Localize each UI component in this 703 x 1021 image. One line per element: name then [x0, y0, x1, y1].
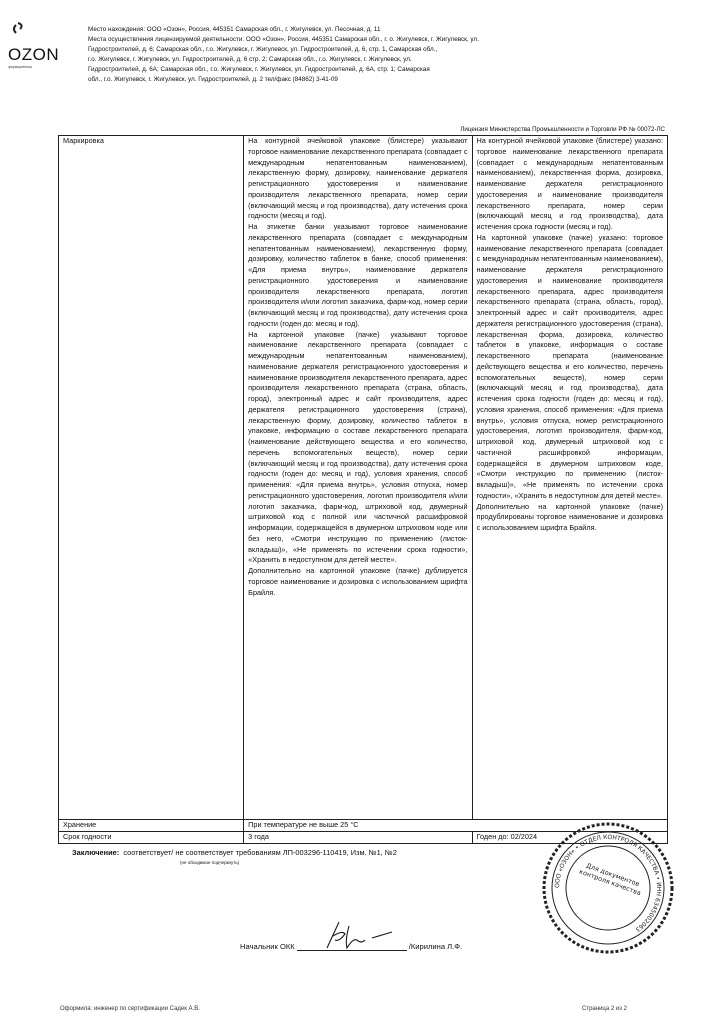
row-label: Срок годности [59, 831, 244, 843]
signature-block [240, 920, 462, 951]
address-line: г.о. Жигулевск, г. Жигулевск, ул. Гидростроителей, д. 6 стр. 2; Самарская обл., г.о. Жигулевск, г. Жигулевск, ул. [88, 56, 412, 63]
logo-icon [8, 22, 28, 36]
address-line: Места осуществления лицензируемой деятельности: ООО «Озон», Россия, 445351 Самарская обл., г. о. Жигулевск, г. Жигулевск, ул. [88, 36, 479, 43]
paragraph: На этикетке банки указывают торговое наименование лекарственного препарата (совпадает с международным непатентованным наименованием), лекарственную форму, дозировку, количество таблеток в банке, способ применения: «Для приема внутрь», наименование держателя регистрационного удостоверения и наименование производителя лекарственного препарата, логотип производителя и/или логотип заказчика, фарм-код, номер серии (включающий месяц и год производства), дату истечения срока годности (годен до: месяц и год). [248, 222, 468, 328]
address-line: обл., г.о. Жигулевск, г. Жигулевск, ул. Гидростроителей, д. 2 тел/факс (84862) 3-41-09 [88, 76, 338, 83]
official-stamp [538, 818, 678, 963]
license-text: Лицензия Министерства Промышленности и Торговли РФ № 00072-ЛС [460, 126, 665, 133]
shelf-life-result: Годен до: 02/2024 [472, 831, 667, 843]
page-number: Страница 2 из 2 [582, 1006, 627, 1012]
paragraph: На картонной упаковке (пачке) указывают торговое наименование лекарственного препарата (совпадает с международным непатентованным наименованием), наименование держателя регистрационного удостоверения и наименование производителя лекарственного препарата, адрес производителя лекарственного препарата (страна, область, город), электронный адрес и сайт производителя, адрес держателя регистрационного удостоверения (страна), лекарственную форму, дозировку, количество таблеток в упаковке, информацию о составе лекарственного препарата (наименование действующего вещества и его количество, перечень вспомогательных веществ), номер серии (включающий месяц и год производства), дату истечения срока годности (годен до: месяц и год), условия хранения, способ применения: «Для приема внутрь», условия отпуска, номер регистрационного удостоверения, логотип производителя и/или логотип заказчика, фарм-код, штриховой код, двумерный штриховой код с полной или частичной расшифровкой информации, содержащейся в двумерном штриховом коде или без него, «Смотри инструкцию по применению (листок-вкладыш)», «Не применять по истечении срока годности», «Хранить в недоступном для детей месте». [248, 329, 468, 565]
storage-value: При температуре не выше 25 °С [244, 820, 668, 832]
logo-text: OZON [8, 45, 60, 64]
paragraph: Дополнительно на картонной упаковке (пачке) дублируется торговое наименование и дозировка с использованием шрифта Брайля. [248, 566, 468, 597]
signer-title: Начальник ОКК [240, 942, 295, 951]
paragraph: На контурной ячейковой упаковке (блистере) указывают торговое наименование лекарственного препарата (совпадает с международным непатентованным наименованием), лекарственную форму, дозировку, наименование держателя регистрационного удостоверения и наименование производителя лекарственного препарата, номер серии (включающий месяц и год производства), дату истечения срока годности (месяц и год). [248, 136, 468, 221]
row-label: Маркировка [59, 136, 244, 820]
address-line: Гидростроителей, д. 6А; Самарская обл., г.о. Жигулевск, г. Жигулевск, ул. Гидростроителей, д. 6А, стр. 1; Самарская [88, 66, 430, 73]
handwritten-signature [297, 916, 407, 950]
stamp-center-text: Для документов контроля качества [578, 861, 643, 898]
table-row-marking [59, 136, 668, 820]
result-cell [472, 136, 667, 820]
paragraph: На картонной упаковке (пачке) указано: торговое наименование лекарственного препарата (совпадает с международным непатентованным наименованием), наименование держателя регистрационного удостоверения и наименование производителя лекарственного препарата, адрес производителя лекарственного препарата (страна, область, город), электронный адрес и сайт производителя, адрес держателя регистрационного удостоверения (страна), лекарственная форма, дозировка, количество таблеток в упаковке, информация о составе лекарственного препарата (наименование действующего вещества и его количество, перечень вспомогательных веществ), номер серии (включающий месяц и год производства), дата истечения срока годности (годен до: месяц и год), условия хранения, способ применения: «Для приема внутрь», условия отпуска, номер регистрационного удостоверения, логотип производителя, фарм-код, штриховой код, двумерный штриховой код с частичной расшифровкой информации, содержащейся в двумерном штриховом коде, «Смотри инструкцию по применению (листок-вкладыш)», «Не применять по истечении срока годности», «Хранить в недоступном для детей месте». [476, 232, 663, 500]
conclusion-text: соответствует/ не соответствует требованиям ЛП-003296-110419, Изм. №1, №2 [123, 848, 397, 857]
shelf-life-value: 3 года [244, 831, 472, 843]
ozon-logo [8, 22, 60, 69]
signature-line [297, 920, 407, 951]
specification-table [58, 135, 668, 844]
paragraph: Дополнительно на картонной упаковке (пачке) продублированы торговое наименование и дозировка с использованием шрифта Брайля. [476, 501, 663, 532]
conclusion [72, 848, 397, 857]
row-label: Хранение [59, 820, 244, 832]
address-line: Гидростроителей, д. 6; Самарская обл., г.о. Жигулевск, г. Жигулевск, ул. Гидростроителей, д. 6, стр. 1, Самарская обл., [88, 46, 438, 53]
stamp-ring-text: ООО «ОЗОН» • ОТДЕЛ КОНТРОЛЯ КАЧЕСТВА • ИНН 6345002063 [553, 833, 663, 933]
signer-name: /Кирилина Л.Ф. [408, 942, 463, 951]
requirement-cell [244, 136, 472, 820]
conclusion-note: (не обходимое подчеркнуть) [180, 860, 240, 865]
conclusion-label: Заключение: [72, 848, 120, 857]
paragraph: На контурной ячейковой упаковке (блистере) указано: торговое наименование лекарственного препарата (совпадает с международным непатентованным наименованием), лекарственная форма, дозировка, наименование держателя регистрационного удостоверения и наименование производителя лекарственного препарата, номер серии (включающий месяц и год производства), дата истечения срока годности (месяц и год). [476, 136, 663, 231]
footer-prepared-by: Оформила: инженер по сертификации Садек А.В. [60, 1006, 200, 1012]
address-line: Место нахождения: ООО «Озон», Россия, 445351 Самарская обл., г. Жигулевск, ул. Песочная, д. 11 [88, 26, 381, 33]
logo-subtext: фармацевтика [8, 65, 32, 69]
company-address [88, 25, 688, 85]
